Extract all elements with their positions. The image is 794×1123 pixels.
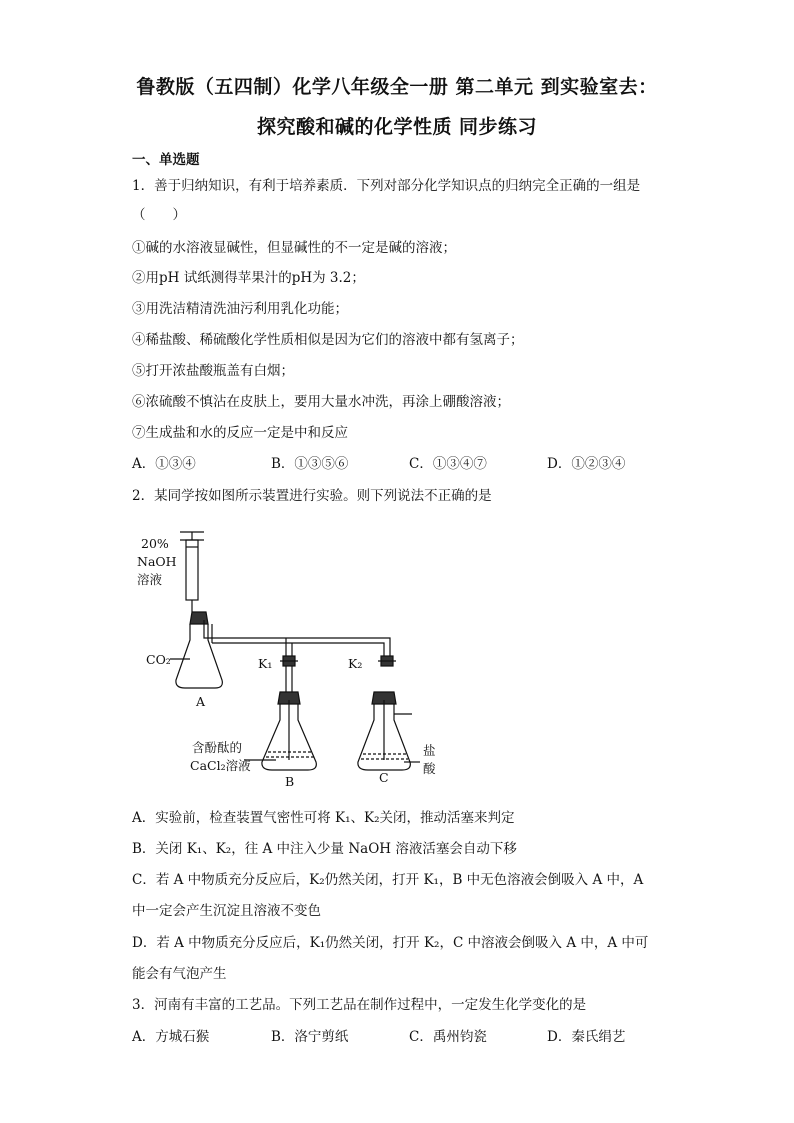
q3-option-c[interactable]: C．禹州钧瓷 [409, 1029, 487, 1045]
q3-option-d[interactable]: D．秦氏绢艺 [547, 1029, 626, 1045]
syringe-barrel [186, 540, 198, 600]
q1-stem: 1．善于归纳知识，有利于培养素质．下列对部分化学知识点的归纳完全正确的一组是 [132, 178, 641, 194]
q1-statement-2: ②用pH 试纸测得苹果汁的pH为 3.2； [132, 270, 365, 286]
label-b-content-2: CaCl₂溶液 [190, 758, 251, 773]
label-naoh-solution: 溶液 [137, 572, 163, 587]
q2-option-d[interactable]: D．若 A 中物质充分反应后，K₁仍然关闭，打开 K₂，C 中溶液会倒吸入 A 中，A 中可 [132, 935, 649, 951]
label-k2: K₂ [348, 656, 363, 671]
q2-option-c-cont: 中一定会产生沉淀且溶液不变色 [132, 903, 321, 919]
flask-a-stopper [190, 612, 208, 624]
label-flask-a: A [196, 694, 206, 709]
label-c-content-2: 酸 [423, 761, 436, 776]
q2-option-a[interactable]: A．实验前，检查装置气密性可将 K₁、K₂关闭，推动活塞来判定 [132, 810, 515, 826]
q1-statement-5: ⑤打开浓盐酸瓶盖有白烟； [132, 363, 294, 379]
q1-statement-6: ⑥浓硫酸不慎沾在皮肤上，要用大量水冲洗，再涂上硼酸溶液； [132, 394, 510, 410]
flask-a [176, 624, 222, 688]
doc-title-line1: 鲁教版（五四制）化学八年级全一册 第二单元 到实验室去： [136, 76, 658, 98]
q3-stem: 3．河南有丰富的工艺品。下列工艺品在制作过程中，一定发生化学变化的是 [132, 997, 587, 1013]
label-flask-c: C [379, 770, 389, 785]
label-flask-b: B [285, 774, 295, 789]
q3-option-b[interactable]: B．洛宁剪纸 [271, 1029, 349, 1045]
q1-statement-7: ⑦生成盐和水的反应一定是中和反应 [132, 425, 348, 441]
q1-statement-1: ①碱的水溶液显碱性，但显碱性的不一定是碱的溶液； [132, 240, 456, 256]
q2-option-b[interactable]: B．关闭 K₁、K₂，往 A 中注入少量 NaOH 溶液活塞会自动下移 [132, 841, 517, 857]
q3-option-a[interactable]: A．方城石猴 [132, 1029, 210, 1045]
q2-option-d-cont: 能会有气泡产生 [132, 966, 227, 982]
section-heading: 一、单选题 [132, 152, 200, 168]
q1-option-a[interactable]: A．①③④ [132, 456, 196, 472]
q1-option-c[interactable]: C．①③④⑦ [409, 456, 487, 472]
q1-option-d[interactable]: D．①②③④ [547, 456, 626, 472]
q1-stem-bracket: （ ） [132, 207, 186, 223]
label-naoh-concentration: 20% [141, 536, 169, 551]
label-b-content-1: 含酚酞的 [192, 740, 243, 755]
label-c-content-1: 盐 [423, 743, 436, 758]
label-co2: CO₂ [146, 652, 171, 667]
label-k1: K₁ [258, 656, 273, 671]
q1-statement-4: ④稀盐酸、稀硫酸化学性质相似是因为它们的溶液中都有氢离子； [132, 332, 524, 348]
q1-statement-3: ③用洗洁精清洗油污利用乳化功能； [132, 301, 348, 317]
doc-title-line2: 探究酸和碱的化学性质 同步练习 [256, 116, 538, 138]
q2-stem: 2．某同学按如图所示装置进行实验。则下列说法不正确的是 [132, 488, 492, 504]
label-naoh: NaOH [137, 554, 177, 569]
q1-option-b[interactable]: B．①③⑤⑥ [271, 456, 349, 472]
q2-option-c[interactable]: C．若 A 中物质充分反应后，K₂仍然关闭，打开 K₁，B 中无色溶液会倒吸入 A 中，A [132, 872, 644, 888]
